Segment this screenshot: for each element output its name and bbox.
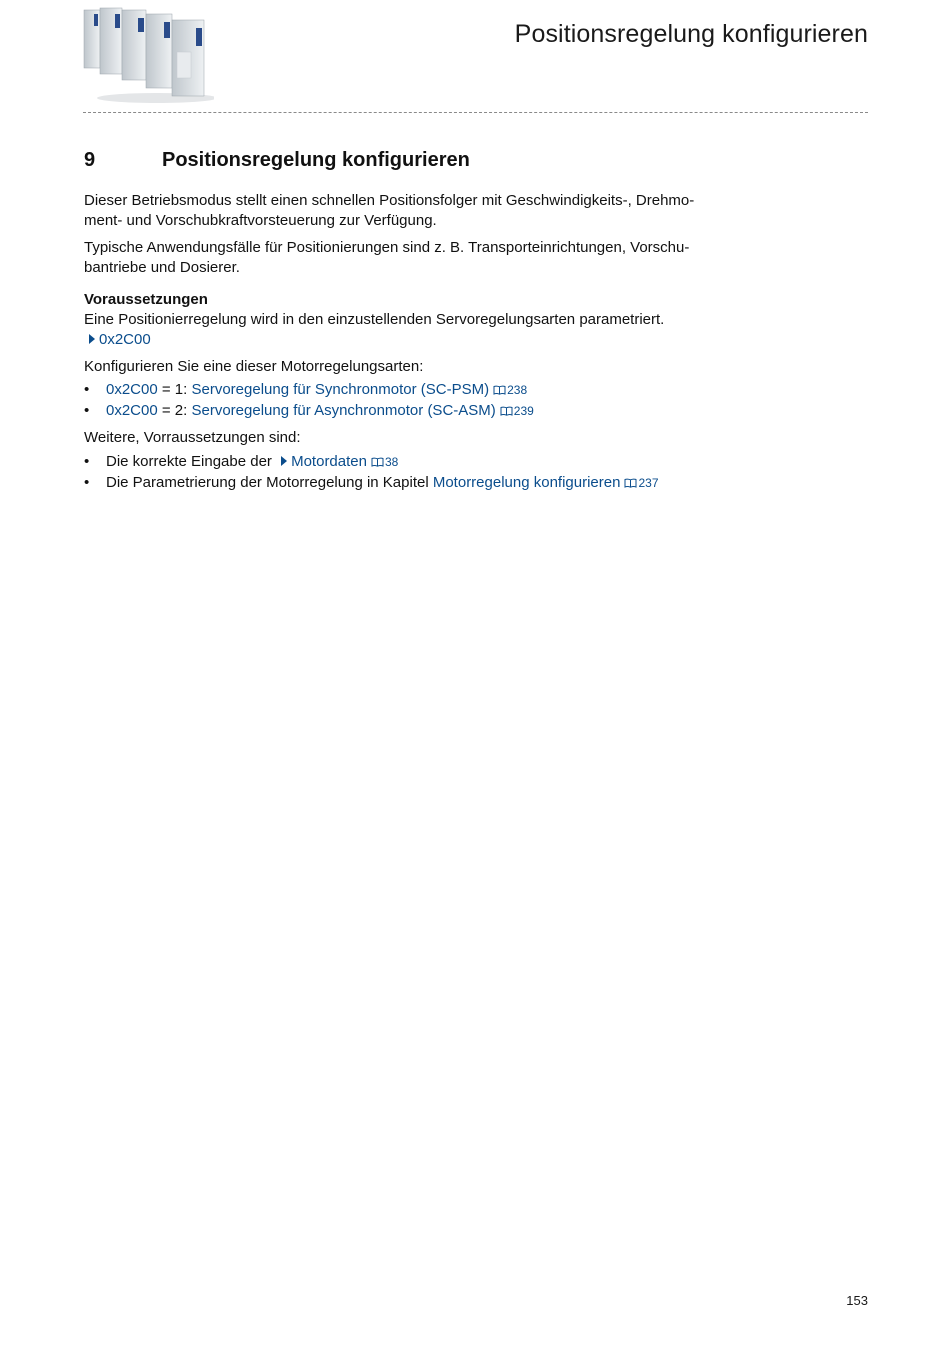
param-link-0x2c00[interactable]: 0x2C00 (99, 331, 151, 348)
configure-intro: Konfigurieren Sie eine dieser Motorregelungsarten: (84, 358, 424, 375)
motordaten-link[interactable]: Motordaten (291, 453, 367, 470)
use-cases-line-2: bantriebe und Dosierer. (84, 259, 240, 276)
prerequisites-text: Eine Positionierregelung wird in den einzustellenden Servoregelungsarten parametriert. (84, 311, 665, 328)
page-ref[interactable]: 38 (384, 455, 399, 469)
header-product-image (82, 4, 214, 104)
chapter-heading (84, 146, 704, 174)
mode-link-sc-asm[interactable]: Servoregelung für Asynchronmotor (SC-ASM) (191, 401, 496, 419)
chapter-title: Positionsregelung konfigurieren (162, 149, 470, 171)
chapter-number: 9 (84, 149, 96, 171)
list-item (84, 452, 704, 473)
item-text: Die Parametrierung der Motorregelung in Kapitel (106, 473, 433, 491)
list-item (84, 401, 704, 422)
mode-link-sc-psm[interactable]: Servoregelung für Synchronmotor (SC-PSM) (191, 381, 490, 398)
intro-paragraph (84, 191, 704, 231)
mode-value: = 2: (157, 401, 192, 419)
triangle-arrow-icon (281, 456, 287, 466)
intro-line-2: ment- und Vorschubkraftvorsteuerung zur Verfügung. (84, 212, 437, 229)
further-intro: Weitere, Vorraussetzungen sind: (84, 429, 301, 446)
param-reference (84, 330, 704, 350)
further-prerequisites-list (84, 452, 704, 493)
book-icon (493, 385, 506, 395)
main-content (84, 146, 704, 500)
header-divider (83, 112, 868, 113)
param-link[interactable]: 0x2C00 (106, 381, 158, 398)
book-icon (624, 478, 637, 488)
book-icon (500, 406, 513, 416)
use-cases-paragraph (84, 238, 704, 278)
page-ref[interactable]: 237 (638, 475, 659, 490)
list-item (84, 380, 704, 401)
page-ref[interactable]: 239 (513, 403, 534, 418)
list-item (84, 473, 704, 494)
item-text: Die korrekte Eingabe der (106, 453, 277, 470)
page-ref[interactable]: 238 (507, 383, 528, 397)
page-number: 153 (846, 1293, 868, 1308)
motor-control-modes-list (84, 380, 704, 421)
triangle-arrow-icon (89, 334, 95, 344)
mode-value: = 1: (157, 381, 192, 398)
running-header-title: Positionsregelung konfigurieren (514, 20, 868, 48)
motorregelung-link[interactable]: Motorregelung konfigurieren (432, 473, 621, 491)
use-cases-line-1: Typische Anwendungsfälle für Positionierungen sind z. B. Transporteinrichtungen, Vorschu- (84, 239, 690, 256)
book-icon (371, 457, 384, 467)
intro-line-1: Dieser Betriebsmodus stellt einen schnellen Positionsfolger mit Geschwindigkeits-, Drehmo- (84, 192, 695, 209)
prerequisites-heading: Voraussetzungen (84, 291, 208, 308)
param-link[interactable]: 0x2C00 (106, 401, 158, 419)
